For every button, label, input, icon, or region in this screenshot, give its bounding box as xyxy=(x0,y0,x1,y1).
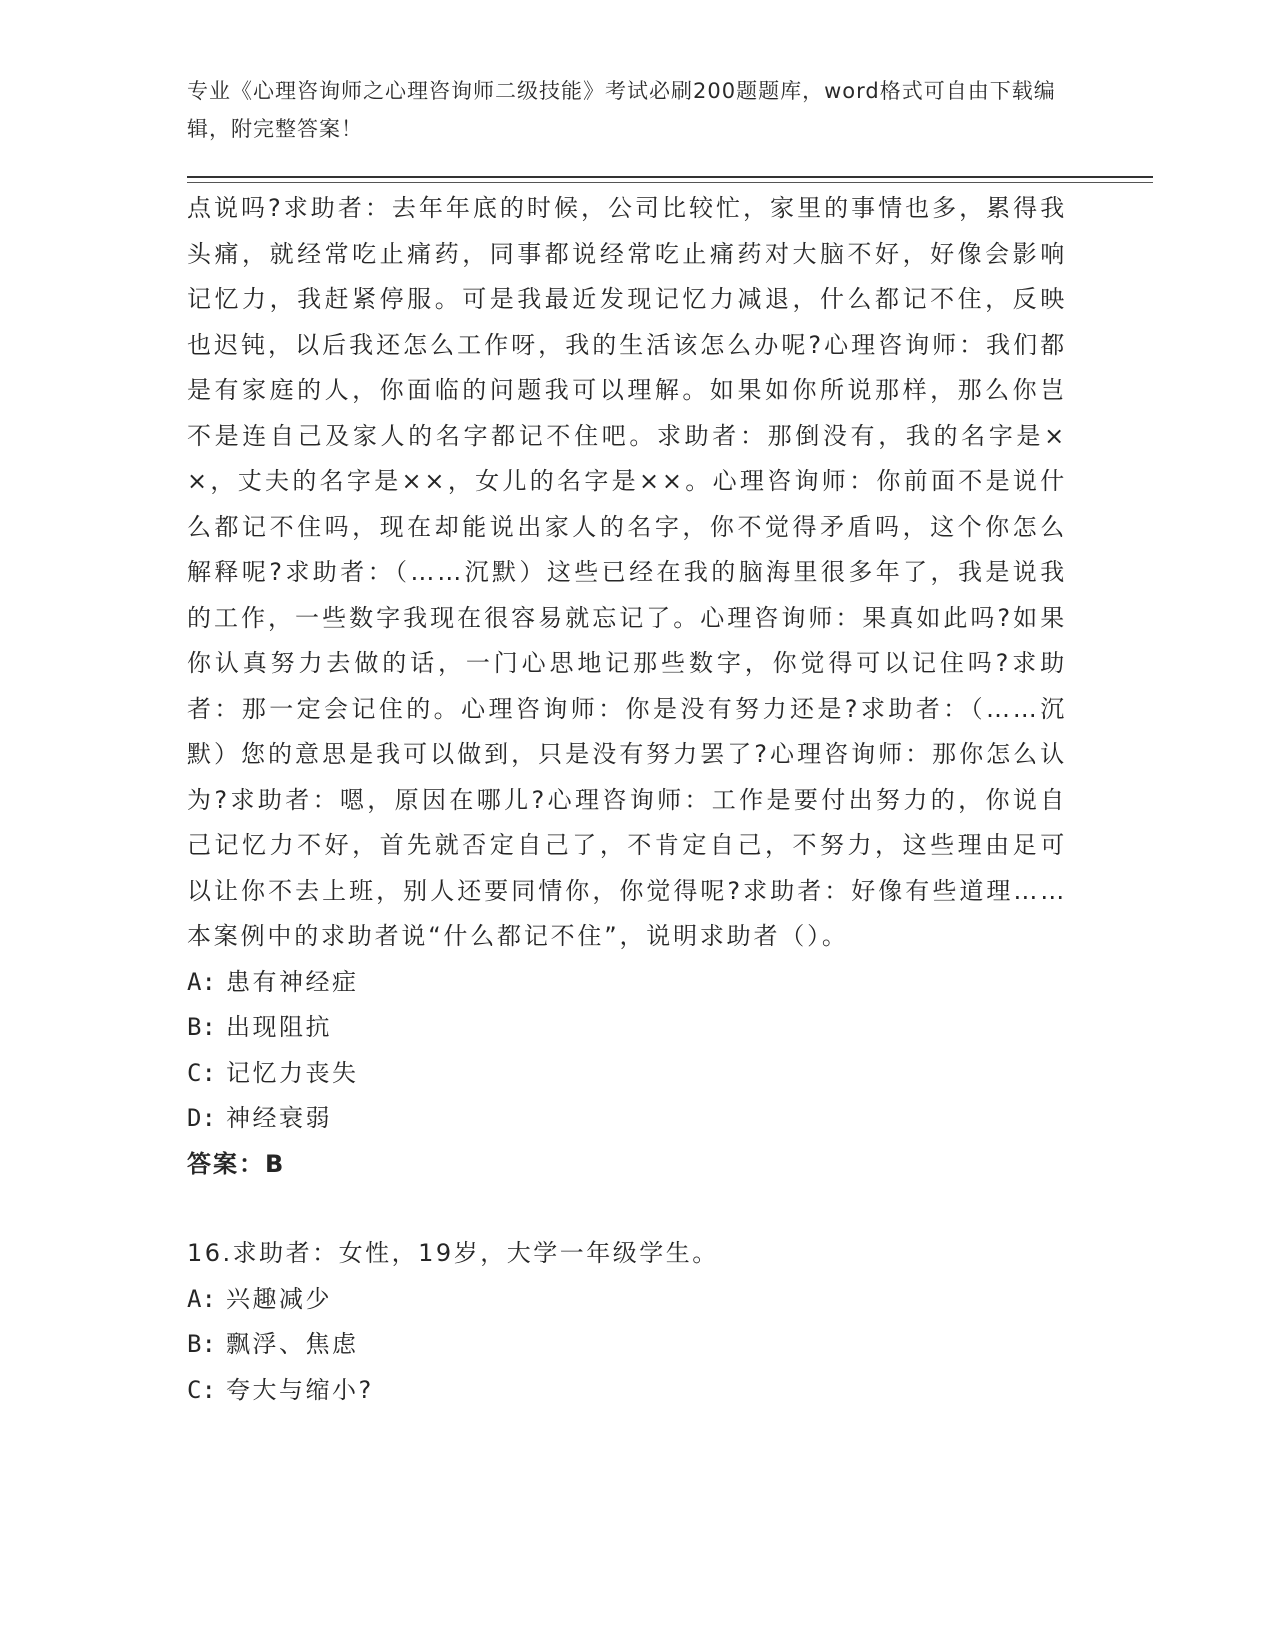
option-text: 患有神经症 xyxy=(226,967,359,996)
option-text: 兴趣减少 xyxy=(226,1284,333,1313)
question-15-answer: 答案：B xyxy=(187,1149,286,1178)
option-letter: C: xyxy=(187,1058,216,1087)
option-letter: C: xyxy=(187,1375,216,1404)
spacer xyxy=(187,1187,1067,1231)
question-16-option-b xyxy=(187,1322,1067,1368)
question-15-stem: 点说吗?求助者：去年年底的时候，公司比较忙，家里的事情也多，累得我头痛，就经常吃止痛药，同事都说经常吃止痛药对大脑不好，好像会影响记忆力，我赶紧停服。可是我最近发现记忆力减退，什么都记不住，反映也迟钝，以后我还怎么工作呀，我的生活该怎么办呢?心理咨询师：我们都是有家庭的人，你面临的问题我可以理解。如果如你所说那样，那么你岂不是连自己及家人的名字都记不住吧。求助者：那倒没有，我的名字是××，丈夫的名字是××，女儿的名字是××。心理咨询师：你前面不是说什么都记不住吗，现在却能说出家人的名字，你不觉得矛盾吗，这个你怎么解释呢?求助者：（……沉默）这些已经在我的脑海里很多年了，我是说我的工作，一些数字我现在很容易就忘记了。心理咨询师：果真如此吗?如果你认真努力去做的话，一门心思地记那些数字，你觉得可以记住吗?求助者：那一定会记住的。心理咨询师：你是没有努力还是?求助者：（……沉默）您的意思是我可以做到，只是没有努力罢了?心理咨询师：那你怎么认为?求助者：嗯，原因在哪儿?心理咨询师：工作是要付出努力的，你说自己记忆力不好，首先就否定自己了，不肯定自己，不努力，这些理由足可以让你不去上班，别人还要同情你，你觉得呢?求助者：好像有些道理……本案例中的求助者说“什么都记不住”，说明求助者（）。 xyxy=(187,194,1067,950)
option-text: 神经衰弱 xyxy=(226,1104,333,1132)
document-body xyxy=(187,186,1067,1413)
option-text: 夸大与缩小? xyxy=(226,1375,374,1404)
option-text: 出现阻抗 xyxy=(226,1013,333,1041)
option-text: 飘浮、焦虑 xyxy=(226,1330,359,1358)
question-15-option-d xyxy=(187,1096,1067,1142)
header-divider-thin xyxy=(187,182,1153,183)
header-divider-thick xyxy=(187,176,1153,178)
option-letter: A: xyxy=(187,1284,216,1313)
option-letter: B: xyxy=(187,1330,216,1358)
option-letter: D: xyxy=(187,1104,216,1132)
question-15-option-a xyxy=(187,960,1067,1006)
question-16-stem: 16.求助者：女性，19岁，大学一年级学生。 xyxy=(187,1239,719,1267)
option-letter: B: xyxy=(187,1013,216,1041)
option-text: 记忆力丧失 xyxy=(226,1058,359,1087)
question-15-option-c xyxy=(187,1051,1067,1097)
header-title: 专业《心理咨询师之心理咨询师二级技能》考试必刷200题题库，word格式可自由下载编辑，附完整答案！ xyxy=(187,79,1056,141)
question-15-option-b xyxy=(187,1005,1067,1051)
question-16-option-c xyxy=(187,1368,1067,1414)
document-header xyxy=(187,72,1067,148)
question-16-option-a xyxy=(187,1277,1067,1323)
option-letter: A: xyxy=(187,967,216,996)
